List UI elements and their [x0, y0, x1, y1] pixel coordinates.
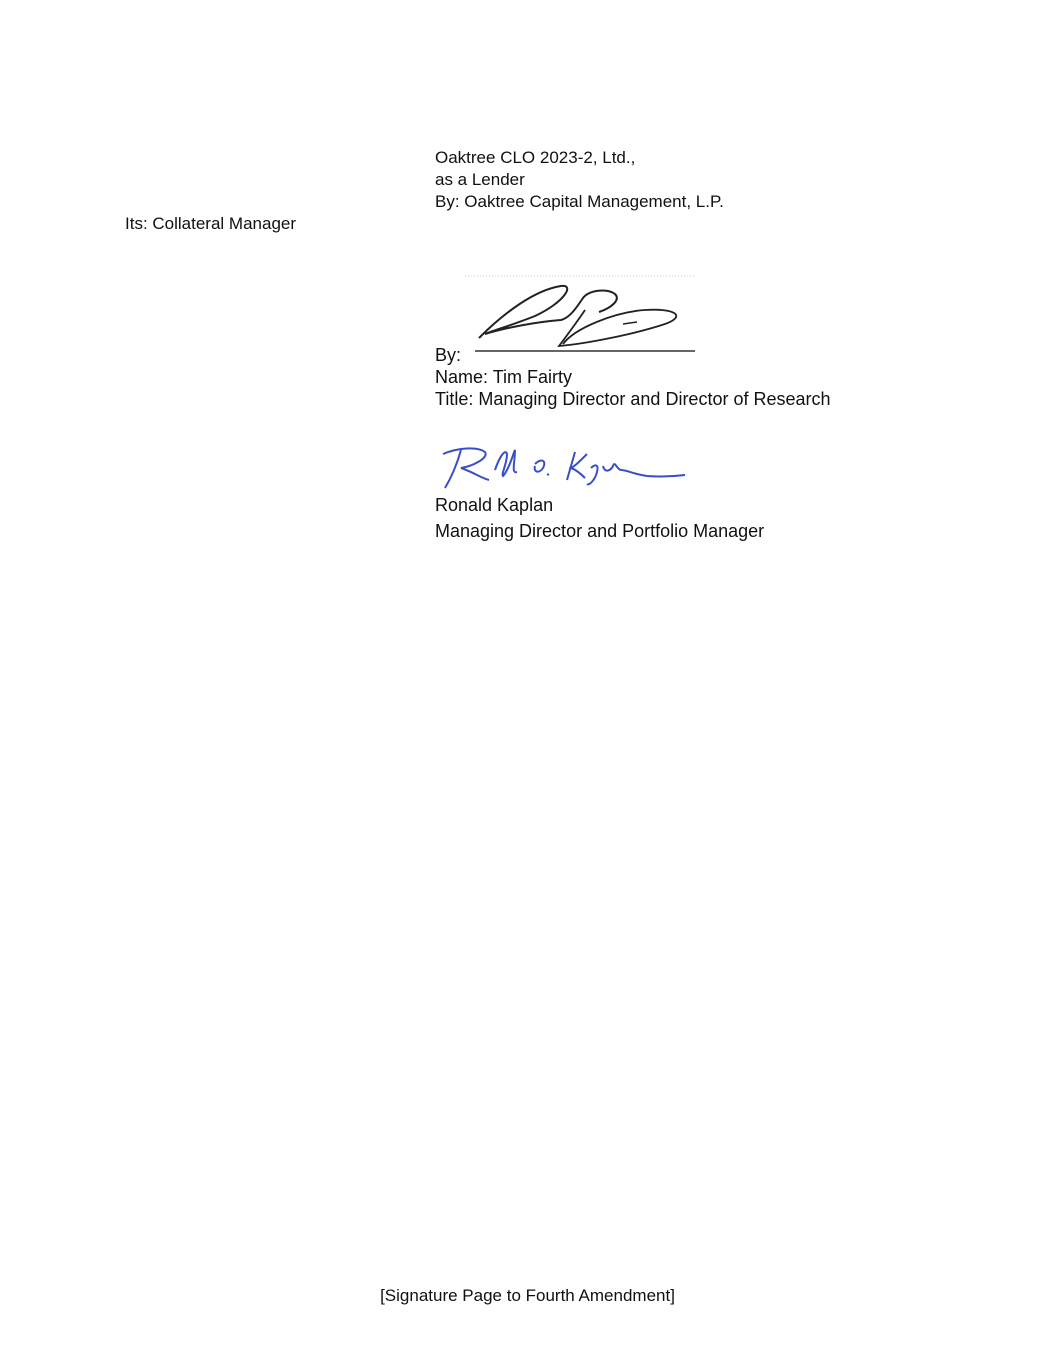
signature-kaplan — [437, 440, 692, 492]
entity-name: Oaktree CLO 2023-2, Ltd., — [435, 148, 636, 167]
signatory2-name: Ronald Kaplan — [435, 495, 554, 515]
by-label: By: — [435, 345, 462, 365]
page-footer: [Signature Page to Fourth Amendment] — [380, 1286, 675, 1305]
entity-by: By: Oaktree Capital Management, L.P. — [435, 192, 724, 211]
entity-its: Its: Collateral Manager — [125, 214, 297, 233]
signature-fairty — [465, 272, 697, 356]
signatory1-title: Title: Managing Director and Director of Research — [435, 389, 831, 409]
entity-role: as a Lender — [435, 170, 525, 189]
signatory2-title: Managing Director and Portfolio Manager — [435, 521, 765, 541]
signatory1-name: Name: Tim Fairty — [435, 367, 573, 387]
